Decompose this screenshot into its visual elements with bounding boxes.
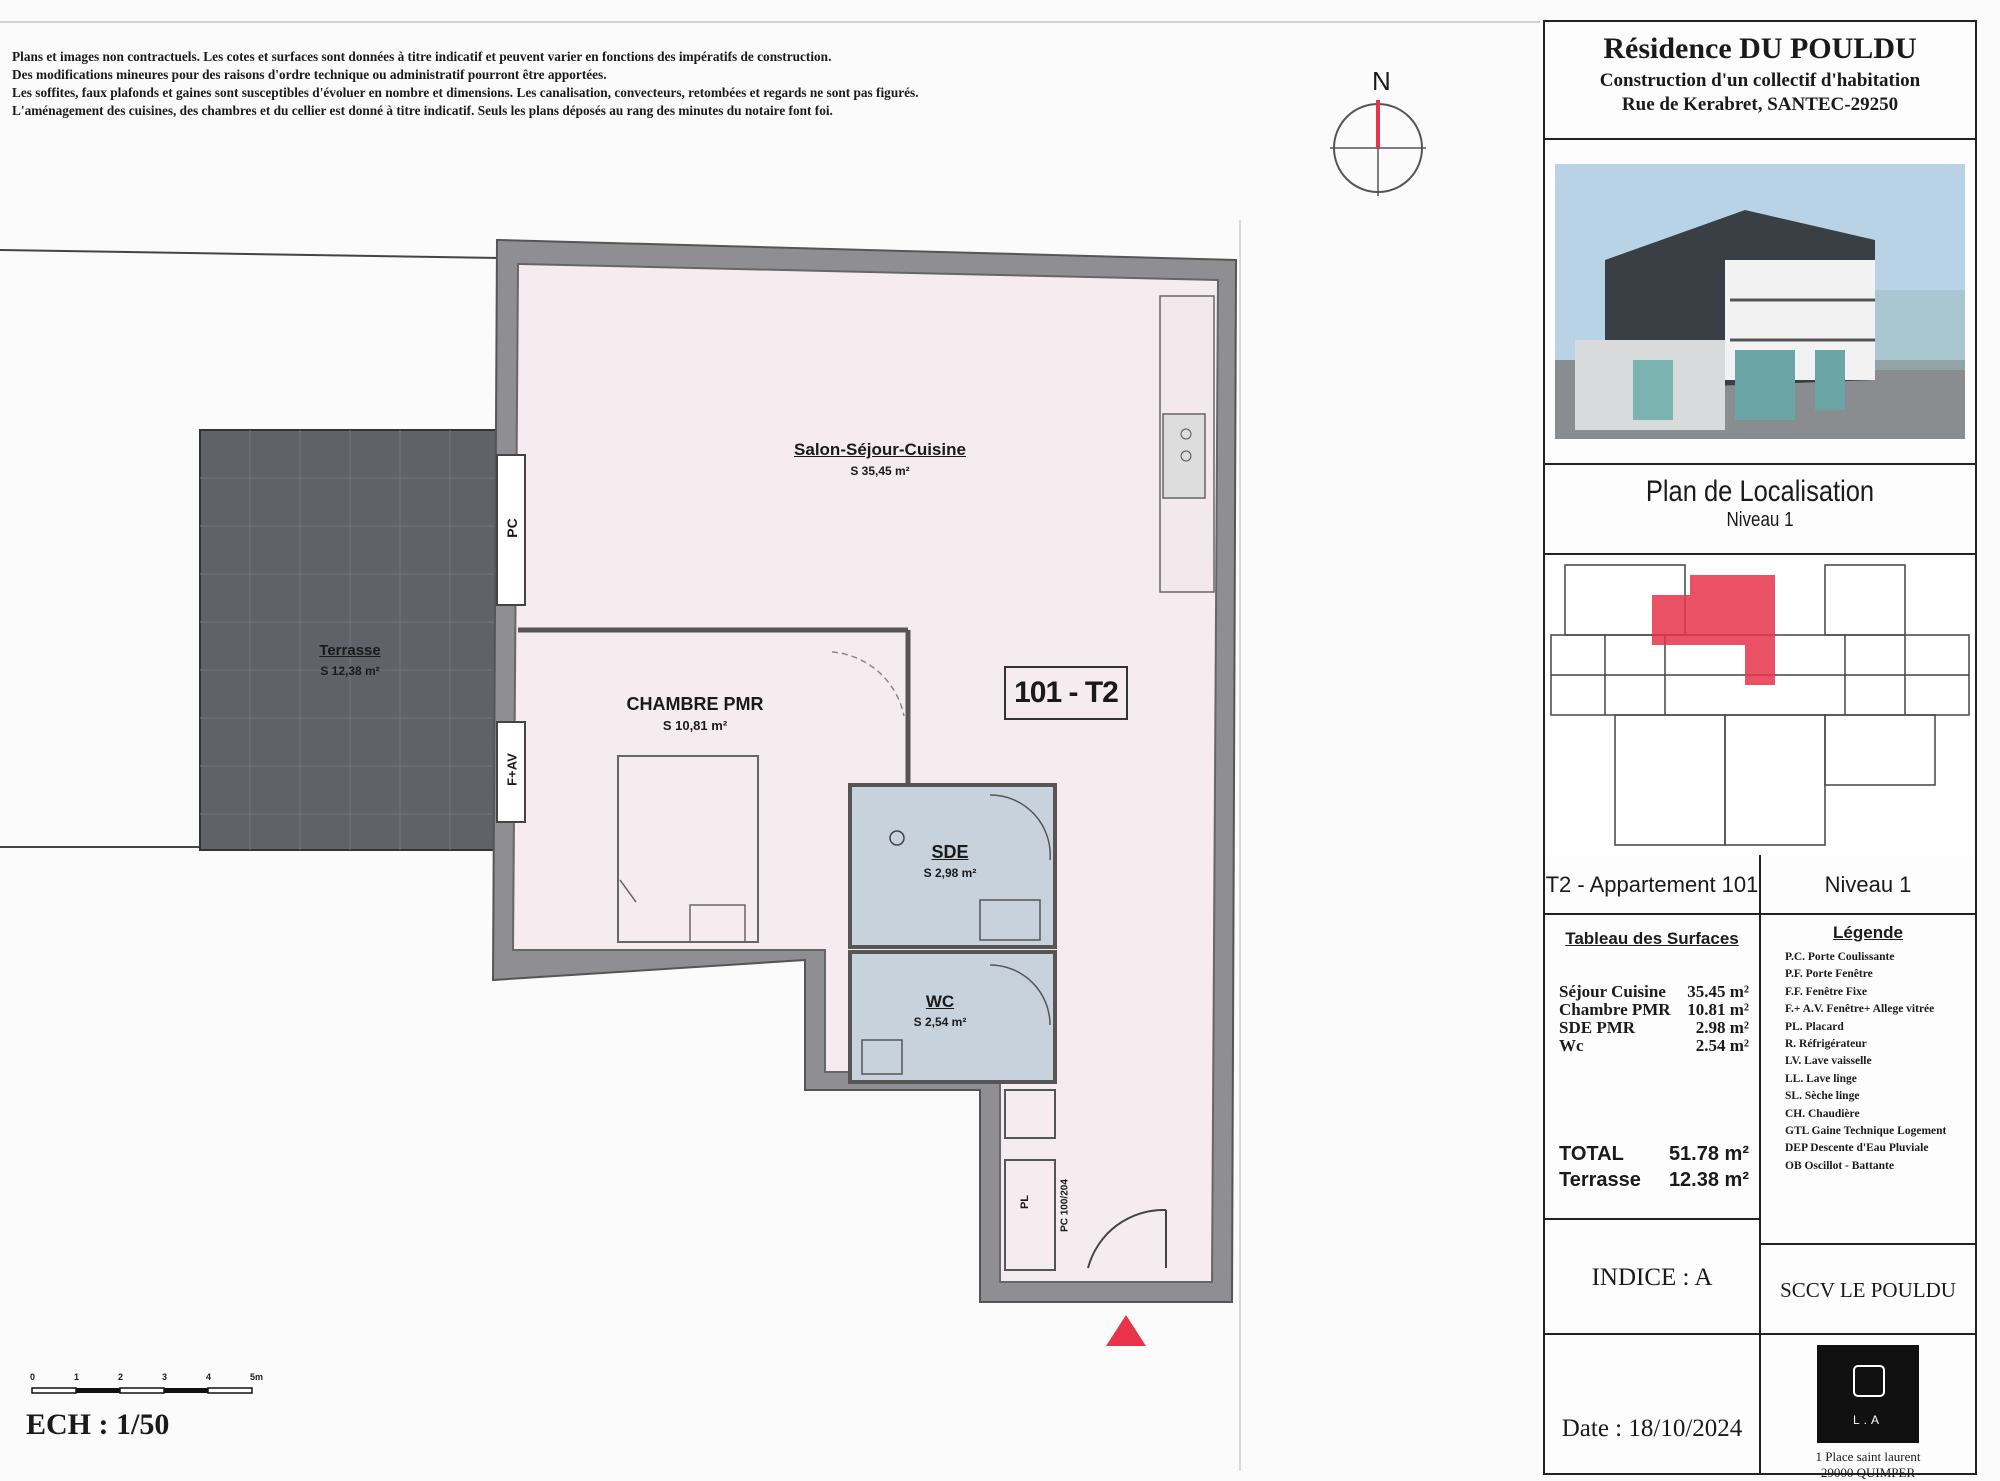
surfaces-totals: [1559, 1141, 1749, 1193]
company-name: SCCV LE POULDU: [1761, 1245, 1975, 1335]
surface-label: Wc: [1559, 1036, 1584, 1055]
room-surface-chambre: S 10,81 m²: [662, 718, 728, 733]
room-surface-sde: S 2,98 m²: [923, 866, 977, 880]
architect-block: [1761, 1335, 1975, 1480]
room-name-sde: SDE: [931, 842, 969, 862]
date: Date : 18/10/2024: [1561, 1415, 1743, 1442]
surface-label: Séjour Cuisine: [1559, 982, 1666, 1001]
indice: INDICE : A: [1545, 1220, 1761, 1335]
legend-item: CH. Chaudière: [1785, 1107, 1860, 1120]
surface-value: 2.54 m²: [1695, 1036, 1749, 1055]
scale-label: ECH : 1/50: [26, 1408, 170, 1441]
level-label: Niveau 1: [1761, 855, 1975, 915]
surface-row: [1559, 1037, 1749, 1055]
legend-item: F.F. Fenêtre Fixe: [1785, 985, 1867, 998]
room-name-salon: Salon-Séjour-Cuisine: [794, 440, 966, 459]
apartment-label: T2 - Appartement 101: [1545, 855, 1761, 915]
door-label-pc: PC: [504, 518, 520, 538]
building-illustration: [1545, 140, 1975, 465]
door-label-fav: F+AV: [504, 753, 520, 786]
scale-tick: 2: [118, 1372, 124, 1382]
total-value: 51.78 m²: [1668, 1143, 1749, 1165]
logo-text: L.A: [1852, 1413, 1883, 1427]
legend-item: R. Réfrigérateur: [1785, 1038, 1867, 1051]
logo-icon: [1853, 1365, 1885, 1397]
surface-row: [1559, 1019, 1749, 1037]
total-row: [1559, 1141, 1749, 1167]
surfaces-table: [1545, 915, 1761, 1220]
legend-item: SL. Sèche linge: [1785, 1090, 1860, 1103]
disclaimer-line: Des modifications mineures pour des raisons d'ordre technique ou administratif pourront être apportées.: [12, 67, 607, 82]
room-name-chambre: CHAMBRE PMR: [626, 694, 764, 714]
surface-row: [1559, 983, 1749, 1001]
scale-tick: 0: [30, 1372, 36, 1382]
legend-item: F.+ A.V. Fenêtre+ Allege vitrée: [1785, 1003, 1935, 1016]
date-cell: [1545, 1335, 1761, 1473]
terrasse-row: [1559, 1167, 1749, 1193]
residence-title: Résidence DU POULDU: [1603, 32, 1917, 65]
architect-address: 1 Place saint laurent: [1815, 1449, 1921, 1464]
legend: [1761, 915, 1975, 1245]
compass-north-label: N: [1372, 66, 1391, 96]
location-plan-drawing: [1545, 555, 1975, 855]
surface-label: Chambre PMR: [1559, 1000, 1671, 1019]
disclaimer-line: Les soffites, faux plafonds et gaines sont susceptibles d'évoluer en nombre et dimensions. Les canalisation, convecteurs, retombées et regards ne sont pas figurés.: [12, 85, 919, 100]
unit-label: 101 - T2: [1004, 666, 1128, 720]
building-image: [1545, 140, 1975, 465]
surfaces-list: [1559, 983, 1759, 1055]
scale-tick: 4: [206, 1372, 212, 1382]
room-surface-wc: S 2,54 m²: [913, 1015, 967, 1029]
residence-address: Rue de Kerabret, SANTEC-29250: [1621, 94, 1899, 115]
location-plan-level: Niveau 1: [1726, 509, 1794, 531]
room-name-wc: WC: [925, 992, 955, 1011]
disclaimer-line: Plans et images non contractuels. Les cotes et surfaces sont données à titre indicatif et peuvent varier en fonctions des impératifs de construction.: [12, 49, 832, 64]
title-block: [1543, 20, 1977, 1480]
legend-item: P.C. Porte Coulissante: [1785, 951, 1895, 963]
door-label-pl: PL: [1019, 1194, 1031, 1210]
terrace: [200, 430, 498, 850]
scale-tick: 5m: [250, 1372, 264, 1382]
door-label-pc-entry: PC 100/204: [1059, 1179, 1071, 1232]
scale-tick: 3: [162, 1372, 168, 1382]
architect-city: 29000 QUIMPER: [1820, 1465, 1916, 1480]
legend-item: PL. Placard: [1785, 1020, 1844, 1033]
location-plan-title: Plan de Localisation: [1645, 475, 1875, 508]
surface-value: 10.81 m²: [1687, 1000, 1749, 1019]
legend-item: GTL Gaine Technique Logement: [1785, 1125, 1947, 1138]
legend-title: Légende: [1833, 923, 1903, 942]
total-label: TOTAL: [1559, 1143, 1624, 1165]
legend-item: LV. Lave vaisselle: [1785, 1055, 1872, 1068]
legend-item: P.F. Porte Fenêtre: [1785, 968, 1873, 981]
architect-logo: [1817, 1345, 1919, 1443]
scale-bar: [30, 1372, 270, 1407]
location-plan-header: [1545, 465, 1975, 555]
surface-row: [1559, 1001, 1749, 1019]
legend-item: OB Oscillot - Battante: [1785, 1159, 1894, 1172]
location-plan: [1545, 555, 1975, 855]
surface-value: 35.45 m²: [1687, 982, 1749, 1001]
residence-subtitle: Construction d'un collectif d'habitation: [1599, 70, 1921, 91]
surfaces-title: Tableau des Surfaces: [1565, 929, 1739, 948]
disclaimer-line: L'aménagement des cuisines, des chambres et du cellier est donné à titre indicatif. Seuls les plans déposés au rang des minutes du notaire font foi.: [12, 103, 833, 118]
legend-item: LL. Lave linge: [1785, 1072, 1857, 1085]
surface-value: 2.98 m²: [1695, 1018, 1749, 1037]
legend-list: [1785, 949, 1975, 1175]
compass: [1330, 100, 1426, 196]
room-name-terrasse: Terrasse: [319, 642, 381, 659]
entry-arrow: [1106, 1315, 1146, 1346]
scale-tick: 1: [74, 1372, 80, 1382]
room-surface-terrasse: S 12,38 m²: [320, 664, 380, 678]
title-header: [1545, 22, 1975, 140]
terrasse-value: 12.38 m²: [1668, 1169, 1749, 1191]
surface-label: SDE PMR: [1559, 1018, 1636, 1037]
room-surface-salon: S 35,45 m²: [850, 464, 910, 478]
terrasse-label: Terrasse: [1559, 1169, 1641, 1191]
legend-item: DEP Descente d'Eau Pluviale: [1785, 1142, 1929, 1155]
